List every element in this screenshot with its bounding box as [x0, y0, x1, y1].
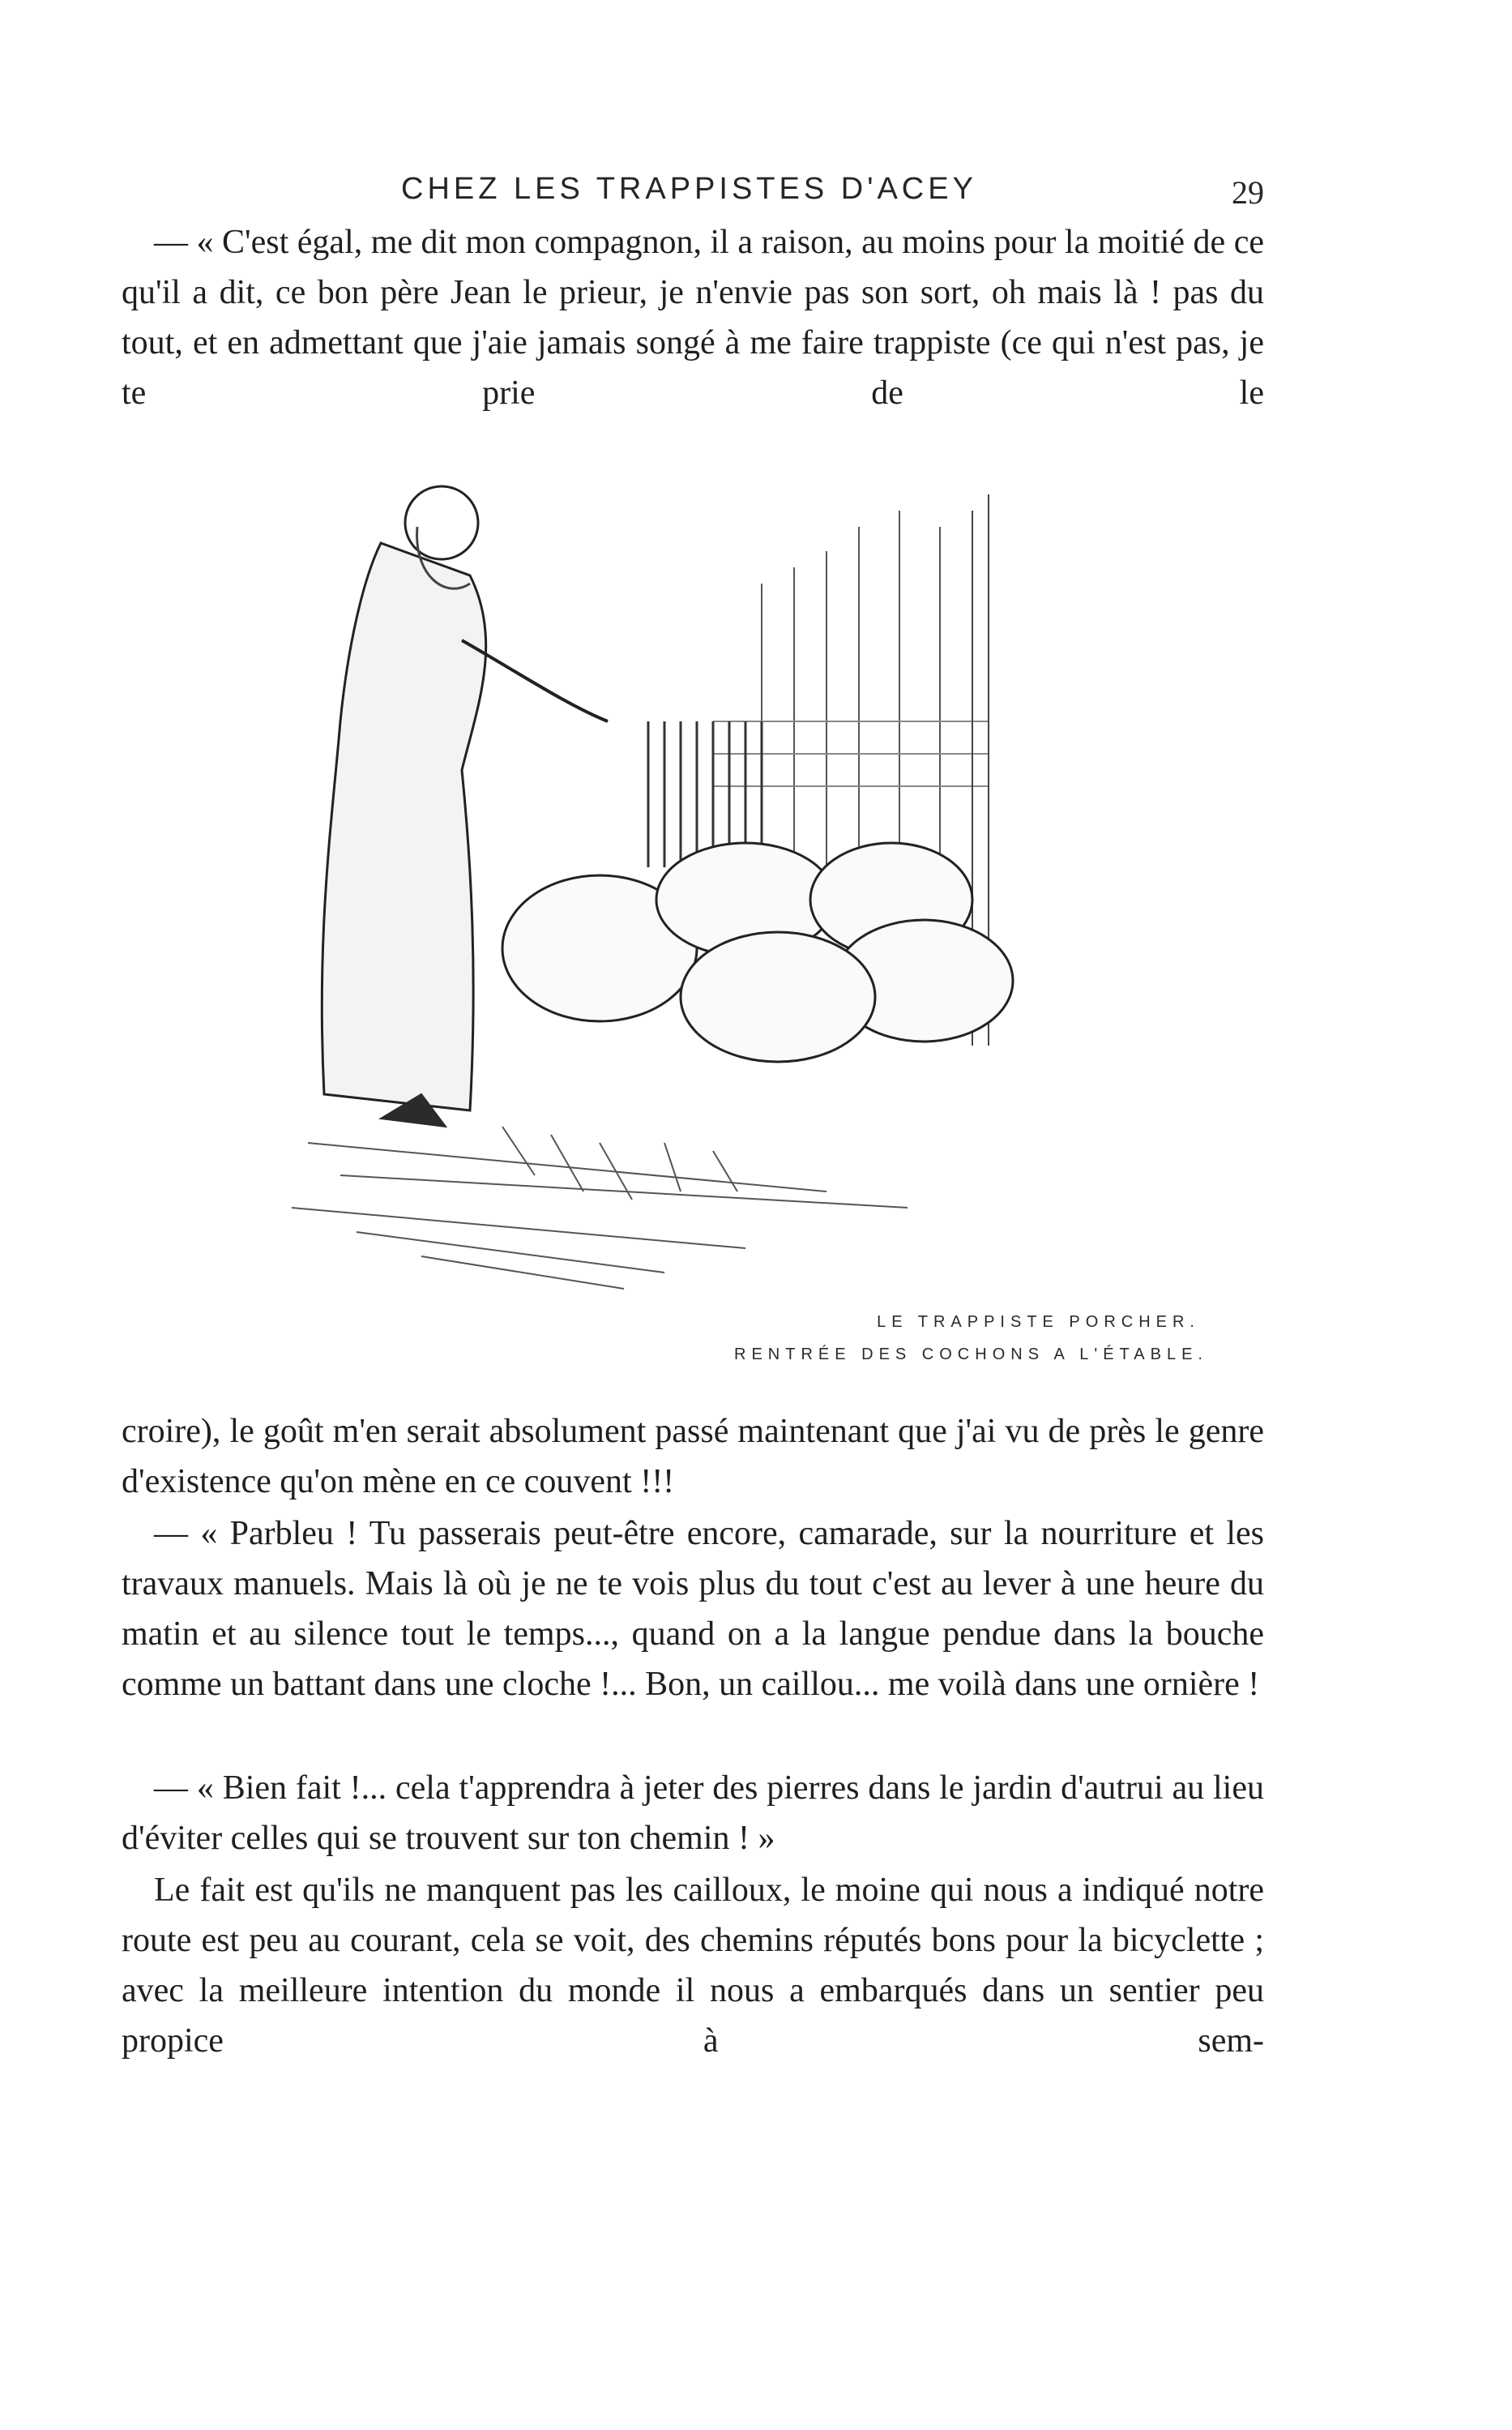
illustration-drawing	[259, 478, 1215, 1378]
caption-line-1: LE TRAPPISTE PORCHER.	[877, 1313, 1200, 1331]
running-title: CHEZ LES TRAPPISTES D'ACEY	[401, 172, 977, 206]
paragraph-5: Le fait est qu'ils ne manquent pas les cailloux, le moine qui nous a indiqué notre route est peu au courant, cela se voit, des chemins réputés bons pour la bicyclette ; avec la meilleure intention du monde il nous a embarqués dans un sentier peu propice à sem-	[122, 1872, 1264, 2060]
page-header	[122, 172, 1264, 220]
illustration-monk-with-pigs	[259, 478, 1215, 1378]
paragraph-4: — « Bien fait !... cela t'apprendra à jeter des pierres dans le jardin d'autrui au lieu d'éviter celles qui se trouvent sur ton chemin ! »	[122, 1769, 1264, 1857]
paragraph-2: croire), le goût m'en serait absolument passé maintenant que j'ai vu de près le genre d'existence qu'on mène en ce couvent !!!	[122, 1413, 1264, 1500]
paragraph-3: — « Parbleu ! Tu passerais peut-être encore, camarade, sur la nourriture et les travaux manuels. Mais là où je ne te vois plus du tout c'est au lever à une heure du matin et au silence tout le temps..., quand on a la langue pendue dans la bouche comme un battant dans une cloche !... Bon, un caillou... me voilà dans une ornière !	[122, 1515, 1264, 1703]
caption-line-2: RENTRÉE DES COCHONS A L'ÉTABLE.	[734, 1345, 1208, 1363]
page-number: 29	[1232, 174, 1264, 211]
paragraph-1: — « C'est égal, me dit mon compagnon, il a raison, au moins pour la moitié de ce qu'il a dit, ce bon père Jean le prieur, je n'envie pas son sort, oh mais là ! pas du tout, et en admettant que j'aie jamais songé à me faire trappiste (ce qui n'est pas, je te prie de le	[122, 224, 1264, 412]
